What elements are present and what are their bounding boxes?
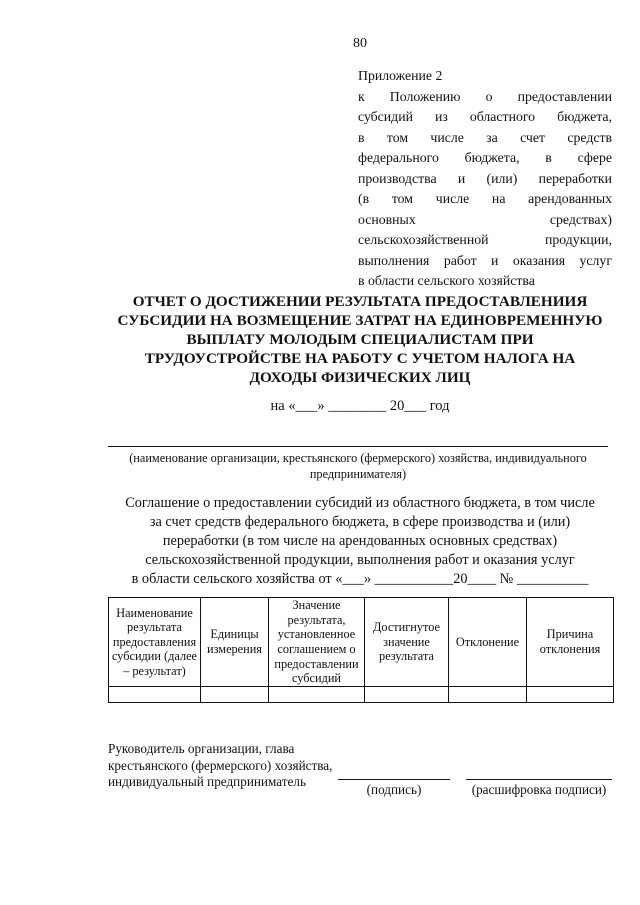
- organization-caption-line: (наименование организации, крестьянского (фермерского) хозяйства, индивидуального: [129, 451, 587, 465]
- appendix-line: (в том числе на арендованных: [358, 191, 612, 206]
- appendix-line: в области сельского хозяйства: [358, 273, 535, 288]
- report-title-line: ДОХОДЫ ФИЗИЧЕСКИХ ЛИЦ: [249, 369, 471, 386]
- appendix-line: выполнения работ и оказания услуг: [358, 252, 612, 268]
- table-header-row: [109, 598, 614, 687]
- results-table: [108, 597, 614, 703]
- agreement-paragraph: [90, 494, 630, 589]
- agreement-line: переработки (в том числе на арендованных основных средствах): [162, 533, 558, 549]
- report-title-line: ВЫПЛАТУ МОЛОДЫМ СПЕЦИАЛИСТАМ ПРИ: [186, 331, 534, 348]
- signatory-label-line: индивидуальный предприниматель: [108, 774, 306, 789]
- table-row: [109, 687, 614, 703]
- organization-caption-line: предпринимателя): [309, 467, 407, 481]
- table-header-cell: Причина отклонения: [527, 598, 614, 687]
- table-cell[interactable]: [109, 687, 201, 703]
- table-cell[interactable]: [449, 687, 527, 703]
- appendix-line: Приложение 2: [358, 68, 443, 83]
- table-header-cell: Достигнутое значение результата: [365, 598, 449, 687]
- report-title: [90, 292, 630, 387]
- appendix-line: к Положению о предоставлении: [358, 88, 612, 104]
- signature-decode-caption: (расшифровка подписи): [471, 782, 607, 797]
- appendix-line: основных средствах): [358, 211, 612, 227]
- table-header-cell: Значение результата, установленное соглашением о предоставлении субсидий: [269, 598, 365, 687]
- signatory-label: [108, 741, 332, 791]
- appendix-line: субсидий из областного бюджета,: [358, 109, 612, 124]
- table-cell[interactable]: [527, 687, 614, 703]
- signatory-label-line: Руководитель организации, глава: [108, 741, 295, 756]
- agreement-line: сельскохозяйственной продукции, выполнения работ и оказания услуг: [145, 552, 575, 568]
- table-cell[interactable]: [365, 687, 449, 703]
- appendix-line: производства и (или) переработки: [358, 170, 612, 186]
- report-title-line: ОТЧЕТ О ДОСТИЖЕНИИ РЕЗУЛЬТАТА ПРЕДОСТАВЛЕНИИЯ: [132, 293, 588, 310]
- table-header-cell: Наименование результата предоставления субсидии (далее – результат): [109, 598, 201, 687]
- page-number: 80: [353, 36, 367, 51]
- appendix-line: в том числе за счет средств: [358, 129, 612, 145]
- appendix-header: [358, 66, 612, 292]
- report-title-line: ТРУДОУСТРОЙСТВЕ НА РАБОТУ С УЧЕТОМ НАЛОГА НА: [144, 350, 576, 367]
- agreement-line: в области сельского хозяйства от «___» ___________20____ № __________: [131, 571, 589, 587]
- signature-rule: [338, 779, 450, 780]
- organization-name-rule: [108, 446, 608, 447]
- signature-caption: (подпись): [366, 782, 422, 797]
- table-cell[interactable]: [201, 687, 269, 703]
- agreement-line: за счет средств федерального бюджета, в сфере производства и (или): [149, 514, 571, 530]
- agreement-line: Соглашение о предоставлении субсидий из областного бюджета, в том числе: [125, 495, 595, 511]
- report-date-line: на «___» ________ 20___ год: [270, 398, 450, 414]
- table-header-cell: Отклонение: [449, 598, 527, 687]
- appendix-line: федерального бюджета, в сфере: [358, 150, 612, 165]
- table-header-cell: Единицы измерения: [201, 598, 269, 687]
- report-title-line: СУБСИДИИ НА ВОЗМЕЩЕНИЕ ЗАТРАТ НА ЕДИНОВРЕМЕННУЮ: [117, 312, 603, 329]
- signature-decode-rule: [466, 779, 612, 780]
- organization-name-caption: [108, 450, 608, 482]
- signatory-label-line: крестьянского (фермерского) хозяйства,: [108, 757, 333, 773]
- table-cell[interactable]: [269, 687, 365, 703]
- appendix-line: сельскохозяйственной продукции,: [358, 232, 612, 247]
